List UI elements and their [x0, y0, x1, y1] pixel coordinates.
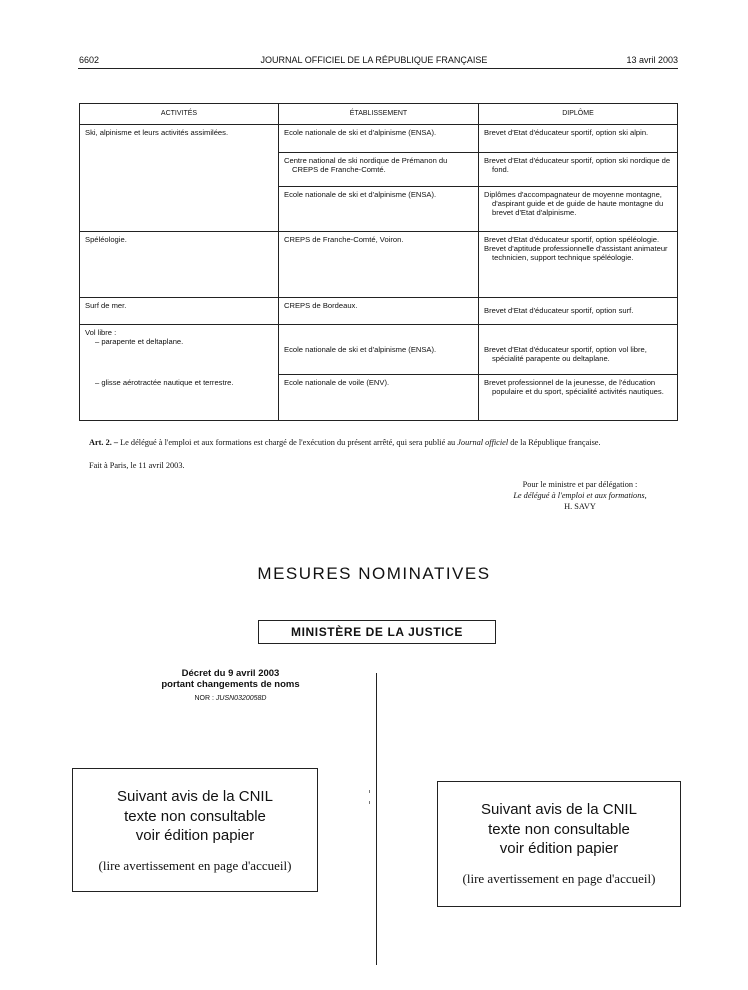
- diploma-cell: Brevet d'Etat d'éducateur sportif, option vol libre, spécialité parapente ou deltaplane.: [479, 325, 678, 375]
- diploma-cell: Brevet d'Etat d'éducateur sportif, option ski alpin.: [479, 125, 678, 153]
- decree-title: [118, 669, 343, 691]
- table-header-row: [80, 104, 678, 125]
- activity-cell: – glisse aérotractée nautique et terrestre.: [80, 375, 279, 421]
- cnil-line-1: Suivant avis de la CNIL: [117, 788, 273, 805]
- tick-mark: [369, 801, 370, 804]
- diploma-table: [79, 103, 678, 421]
- cnil-notice-right: [437, 781, 681, 907]
- article-text: Le délégué à l'emploi et aux formations est chargé de l'exécution du présent arrêté, qui sera publié au: [120, 438, 456, 447]
- nor-reference: NOR : JUSN0320058D: [194, 695, 267, 702]
- cnil-line-2: texte non consultable: [124, 807, 266, 825]
- fait-a-paris: Fait à Paris, le 11 avril 2003.: [89, 461, 185, 470]
- article-2: [79, 438, 677, 448]
- decree-line-1: Décret du 9 avril 2003: [181, 668, 280, 679]
- diploma-cell: Brevet d'Etat d'éducateur sportif, option ski nordique de fond.: [479, 153, 678, 187]
- page-number: 6602: [79, 55, 100, 65]
- establishment-cell: Ecole nationale de ski et d'alpinisme (ENSA).: [279, 187, 479, 232]
- activity-cell: Ski, alpinisme et leurs activités assimilées.: [80, 125, 279, 232]
- nor-value: JUSN0320058D: [215, 695, 267, 702]
- decree-line-2: portant changements de noms: [161, 678, 300, 690]
- ministry-box: [258, 620, 496, 644]
- establishment-cell: CREPS de Franche-Comté, Voiron.: [279, 232, 479, 298]
- column-header-etablissement: ÉTABLISSEMENT: [279, 104, 479, 125]
- activity-cell: Vol libre : – parapente et deltaplane.: [80, 325, 279, 375]
- establishment-cell: Ecole nationale de ski et d'alpinisme (ENSA).: [279, 325, 479, 375]
- signature-name: H. SAVY: [564, 502, 596, 511]
- column-header-diplome: DIPLÔME: [479, 104, 678, 125]
- cnil-note: (lire avertissement en page d'accueil): [462, 870, 656, 886]
- section-title: MESURES NOMINATIVES: [257, 564, 491, 583]
- cnil-line-2: texte non consultable: [488, 820, 630, 838]
- column-divider: [376, 673, 377, 965]
- table-row: [80, 298, 678, 325]
- cnil-line-3: voir édition papier: [499, 840, 619, 857]
- diploma-cell: Brevet d'Etat d'éducateur sportif, option surf.: [479, 298, 678, 325]
- establishment-cell: CREPS de Bordeaux.: [279, 298, 479, 325]
- diploma-cell: Brevet d'Etat d'éducateur sportif, option spéléologie. Brevet d'aptitude professionnelle d'assistant animateur technicien, support technique spéléologie.: [479, 232, 678, 298]
- table-row: [80, 232, 678, 298]
- table-row: [80, 375, 678, 421]
- activity-cell: Spéléologie.: [80, 232, 279, 298]
- article-label: Art. 2. –: [89, 438, 119, 447]
- diploma-cell: Diplômes d'accompagnateur de moyenne montagne, d'aspirant guide et de guide de haute montagne du brevet d'Etat d'alpinisme.: [479, 187, 678, 232]
- diploma-cell: Brevet professionnel de la jeunesse, de l'éducation populaire et du sport, spécialité activités nautiques.: [479, 375, 678, 421]
- table-row: [80, 325, 678, 375]
- journal-officiel-italic: Journal officiel: [457, 438, 509, 447]
- cnil-note: (lire avertissement en page d'accueil): [98, 857, 292, 873]
- cnil-line-1: Suivant avis de la CNIL: [481, 801, 637, 818]
- ministry-title: MINISTÈRE DE LA JUSTICE: [290, 625, 464, 639]
- column-header-activites: ACTIVITÉS: [80, 104, 279, 125]
- signature-line-2: Le délégué à l'emploi et aux formations,: [513, 491, 647, 500]
- cnil-line-3: voir édition papier: [135, 827, 255, 844]
- header-rule: [78, 68, 678, 69]
- article-text-end: de la République française.: [510, 438, 601, 447]
- journal-title: JOURNAL OFFICIEL DE LA RÉPUBLIQUE FRANÇAISE: [260, 55, 488, 65]
- establishment-cell: Centre national de ski nordique de Prémanon du CREPS de Franche-Comté.: [279, 153, 479, 187]
- table-row: [80, 125, 678, 153]
- tick-mark: [369, 790, 370, 793]
- establishment-cell: Ecole nationale de voile (ENV).: [279, 375, 479, 421]
- signature-line-1: Pour le ministre et par délégation :: [522, 480, 638, 489]
- establishment-cell: Ecole nationale de ski et d'alpinisme (ENSA).: [279, 125, 479, 153]
- issue-date: 13 avril 2003: [626, 55, 678, 65]
- activity-cell: Surf de mer.: [80, 298, 279, 325]
- cnil-notice-left: [72, 768, 318, 892]
